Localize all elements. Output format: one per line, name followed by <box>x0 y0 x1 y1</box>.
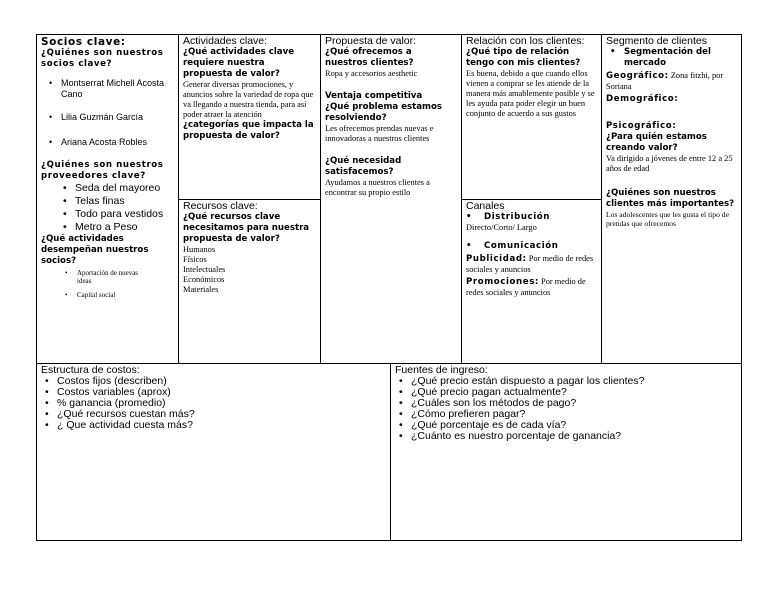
list-item: • Segmentación del mercado <box>622 47 737 69</box>
socios-clave-section <box>37 35 178 363</box>
segmento-question-1: ¿Para quién estamos creando valor? <box>606 132 707 153</box>
list-item: Materiales <box>183 285 219 294</box>
relacion-answer-1: Es buena, debido a que cuando ellos vienen a comprar se les atiende de la manera más amablemente posible y se les ayuda para poder elegir un buen conjunto de acuerdo a sus gustos <box>466 69 595 118</box>
list-item: • Distribución <box>478 212 597 223</box>
actividades-clave-section <box>178 35 320 199</box>
recursos-title: Recursos clave: <box>183 200 258 212</box>
promociones-row <box>466 277 597 298</box>
comunicacion-list <box>466 241 597 252</box>
relacion-title: Relación con los clientes: <box>466 35 585 47</box>
list-item: • Ariana Acosta Robles <box>61 137 174 148</box>
actividades-answer-1: Generar diversas promociones, y anuncios sobre la variedad de ropa que va llegando a nuestra tienda, para así poder atraer la atención <box>183 80 314 119</box>
costos-list <box>41 376 386 431</box>
distribucion-value: Directo/Corto/ Largo <box>466 223 537 232</box>
relacion-clientes-section <box>461 35 601 199</box>
socios-title: Socios clave: <box>41 36 126 48</box>
socios-question-2: ¿Quiénes son nuestros proveedores clave? <box>41 160 164 181</box>
ventaja-competitiva-label: Ventaja competitiva <box>325 91 423 101</box>
list-item: • Capital social <box>77 291 147 299</box>
business-model-canvas <box>36 34 742 541</box>
list-item: • ¿Qué precio pagan actualmente? <box>411 387 737 398</box>
recursos-question-1: ¿Qué recursos clave necesitamos para nuestra propuesta de valor? <box>183 212 310 244</box>
demografico-label: Demográfico: <box>606 94 679 104</box>
list-item: Económicos <box>183 275 225 284</box>
list-item: • ¿Qué recursos cuestan más? <box>57 409 386 420</box>
list-item: • ¿Qué precio están dispuesto a pagar los clientes? <box>411 376 737 387</box>
list-item: • Costos variables (aprox) <box>57 387 386 398</box>
list-item: • Lilia Guzmán García <box>61 112 174 123</box>
geografico-label: Geográfico: <box>606 71 669 81</box>
list-item: Físicos <box>183 255 207 264</box>
list-item: • ¿ Que actividad cuesta más? <box>57 420 386 431</box>
list-item: • Todo para vestidos <box>75 208 174 221</box>
costos-title: Estructura de costos: <box>41 364 140 376</box>
list-item: • Montserrat Michell Acosta Cano <box>61 78 174 100</box>
list-item: Humanos <box>183 245 216 254</box>
propuesta-question-1: ¿Qué ofrecemos a nuestros clientes? <box>325 47 414 68</box>
list-item: • ¿Qué porcentaje es de cada vía? <box>411 420 737 431</box>
list-item: • ¿Cómo prefieren pagar? <box>411 409 737 420</box>
propuesta-question-2: ¿Qué problema estamos resolviendo? <box>325 102 443 123</box>
geografico-value: Zona fitzhi, por Soriana <box>606 71 724 91</box>
list-item: • Telas finas <box>75 195 174 208</box>
promociones-label: Promociones: <box>466 277 539 287</box>
list-item: • Costos fijos (describen) <box>57 376 386 387</box>
actividades-question-2: ¿categorías que impacta la propuesta de valor? <box>183 120 314 141</box>
canales-section <box>461 199 601 363</box>
segmento-list <box>606 47 737 69</box>
publicidad-value: Por medio de redes sociales y anuncios <box>466 254 594 274</box>
recursos-clave-section <box>178 199 320 363</box>
recursos-list <box>183 245 316 295</box>
relacion-question-1: ¿Qué tipo de relación tengo con mis clientes? <box>466 47 581 68</box>
list-item: • ¿Cuáles son los métodos de pago? <box>411 398 737 409</box>
estructura-costos-section <box>37 363 390 540</box>
propuesta-valor-section <box>320 35 461 363</box>
segmento-clientes-section <box>601 35 741 363</box>
publicidad-label: Publicidad: <box>466 254 527 264</box>
list-item: • Seda del mayoreo <box>75 182 174 195</box>
partners-list <box>41 78 174 148</box>
list-item: Intelectuales <box>183 265 226 274</box>
propuesta-answer-1: Ropa y accesorios aesthetic <box>325 69 418 78</box>
ingresos-list <box>395 376 737 442</box>
list-item: • % ganancia (promedio) <box>57 398 386 409</box>
list-item: • Comunicación <box>478 241 597 252</box>
canales-list <box>466 212 597 223</box>
socios-question-1: ¿Quiénes son nuestros socios clave? <box>41 48 164 69</box>
psicografico-label: Psicográfico: <box>606 121 677 131</box>
propuesta-question-3: ¿Qué necesidad satisfacemos? <box>325 156 402 177</box>
list-item: • ¿Cuánto es nuestro porcentaje de ganancia? <box>411 431 737 442</box>
geografico-row <box>606 71 737 92</box>
actividades-question-1: ¿Qué actividades clave requiere nuestra propuesta de valor? <box>183 47 295 79</box>
socios-activities-list <box>41 269 147 299</box>
suppliers-list <box>41 182 174 234</box>
list-item: • Metro a Peso <box>75 221 174 234</box>
segmento-question-2: ¿Quiénes son nuestros clientes más importantes? <box>606 188 735 209</box>
fuentes-ingreso-section <box>390 363 741 540</box>
ingresos-title: Fuentes de ingreso: <box>395 364 488 376</box>
list-item: • Aportación de nuevas ideas <box>77 269 147 285</box>
publicidad-row <box>466 254 597 275</box>
socios-question-3: ¿Qué actividades desempeñan nuestros socios? <box>41 234 149 266</box>
promociones-value: Por medio de redes sociales y anuncios <box>466 277 586 297</box>
segmento-answer-1: Va dirigido a jóvenes de entre 12 a 25 años de edad <box>606 154 733 173</box>
segmento-title: Segmento de clientes <box>606 35 707 47</box>
propuesta-title: Propuesta de valor: <box>325 35 417 47</box>
actividades-title: Actividades clave: <box>183 35 268 47</box>
canales-title: Canales <box>466 200 505 212</box>
propuesta-answer-2: Les ofrecemos prendas nuevas e innovadoras a nuestros clientes <box>325 124 434 143</box>
propuesta-answer-3: Ayudamos a nuestros clientes a encontrar su propio estilo <box>325 178 430 197</box>
segmento-answer-2: Los adolescentes que les gusta el tipo de prendas que ofrecemos <box>606 210 729 228</box>
